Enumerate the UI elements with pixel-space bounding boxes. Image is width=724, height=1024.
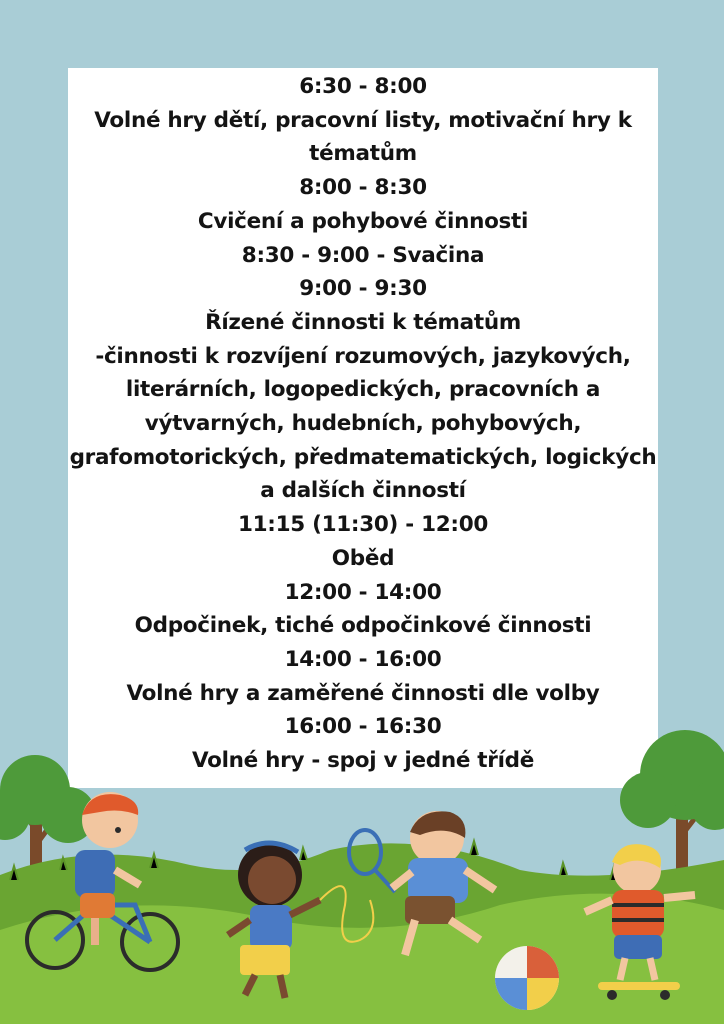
schedule-line: Oběd: [331, 545, 395, 571]
schedule-line: 9:00 - 9:30: [299, 276, 427, 302]
schedule-line: 8:30 - 9:00 - Svačina: [241, 242, 485, 268]
schedule-line: -činnosti k rozvíjení rozumových, jazykových,: [95, 343, 631, 369]
schedule-line: Volné hry dětí, pracovní listy, motivační hry k: [94, 107, 632, 133]
schedule-line: 8:00 - 8:30: [299, 175, 427, 201]
schedule-line: Volné hry - spoj v jedné třídě: [191, 748, 535, 774]
schedule-line: 12:00 - 14:00: [284, 579, 442, 605]
schedule-line: grafomotorických, předmatematických, logických: [69, 444, 657, 470]
schedule-line: 14:00 - 16:00: [284, 646, 442, 672]
schedule-line: literárních, logopedických, pracovních a: [125, 377, 601, 403]
schedule-line: a dalších činností: [260, 478, 466, 504]
schedule-line: výtvarných, hudebních, pohybových,: [144, 411, 582, 437]
schedule-line: 6:30 - 8:00: [299, 74, 427, 99]
schedule-line: 11:15 (11:30) - 12:00: [237, 512, 489, 538]
schedule-line: tématům: [309, 141, 417, 167]
schedule-line: Volné hry a zaměřené činnosti dle volby: [126, 680, 600, 706]
schedule-line: Řízené činnosti k tématům: [205, 309, 521, 335]
beach-ball-icon: [495, 946, 559, 1010]
schedule-line: Odpočinek, tiché odpočinkové činnosti: [134, 613, 592, 639]
schedule-line: Cvičení a pohybové činnosti: [197, 208, 529, 234]
schedule-line: 16:00 - 16:30: [284, 714, 442, 740]
